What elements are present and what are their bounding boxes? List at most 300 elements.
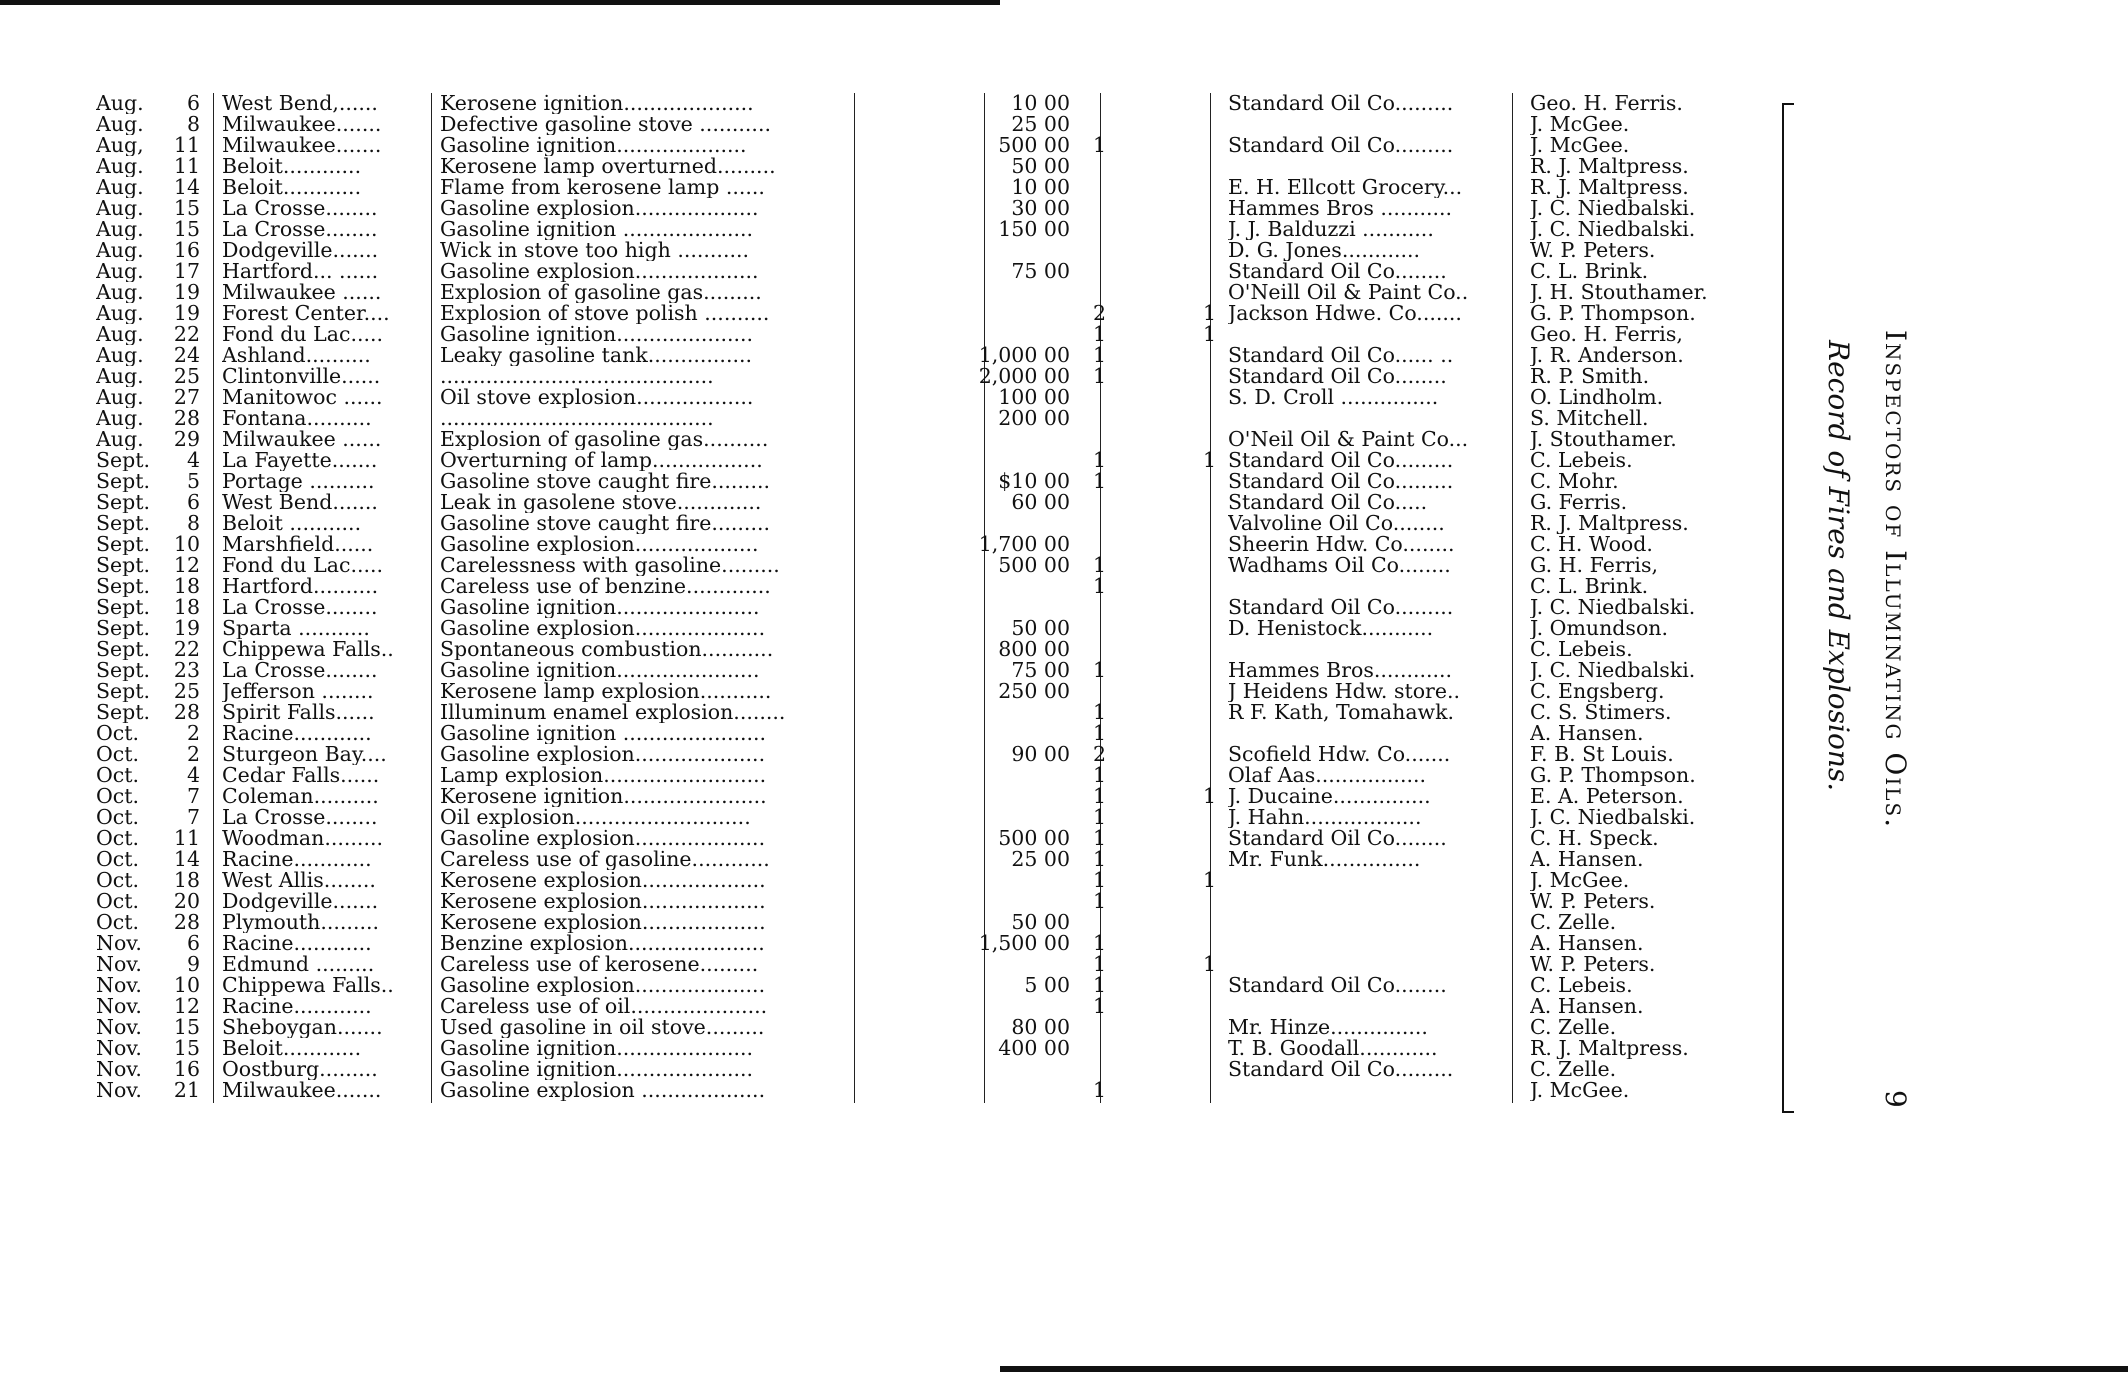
date-day: 10 xyxy=(173,534,200,555)
cause-cell: Explosion of stove polish .......... xyxy=(440,303,770,324)
date-day: 20 xyxy=(173,891,200,912)
date-month: Sept. xyxy=(96,576,151,597)
column-rule xyxy=(213,93,214,1103)
count-cell: 1 xyxy=(1092,975,1106,996)
place-cell: Jefferson ........ xyxy=(222,681,374,702)
date-month: Aug. xyxy=(96,282,144,303)
place-cell: Oostburg......... xyxy=(222,1059,378,1080)
cause-cell: Oil explosion........................... xyxy=(440,807,751,828)
date-month: Sept. xyxy=(96,660,151,681)
date-month: Aug. xyxy=(96,114,144,135)
date-month: Aug. xyxy=(96,156,144,177)
place-cell: Spirit Falls...... xyxy=(222,702,375,723)
date-month: Sept. xyxy=(96,618,151,639)
count-cell: 1 xyxy=(1092,702,1106,723)
inspector-cell: J. C. Niedbalski. xyxy=(1530,219,1696,240)
place-cell: Racine............ xyxy=(222,996,372,1017)
count-cell: 1 xyxy=(1092,555,1106,576)
date-month: Oct. xyxy=(96,891,140,912)
date-day: 23 xyxy=(173,660,200,681)
count-cell: 2 xyxy=(1092,744,1106,765)
count-cell: 1 xyxy=(1092,765,1106,786)
inspector-cell: C. S. Stimers. xyxy=(1530,702,1672,723)
loss-cell: 500 00 xyxy=(998,828,1070,849)
cause-cell: Gasoline ignition...................... xyxy=(440,597,760,618)
sold-by-cell: Mr. Hinze............... xyxy=(1228,1017,1428,1038)
date-day: 5 xyxy=(186,471,200,492)
date-month: Oct. xyxy=(96,912,140,933)
loss-cell: 50 00 xyxy=(1011,156,1070,177)
date-day: 14 xyxy=(173,849,200,870)
loss-cell: 90 00 xyxy=(1011,744,1070,765)
place-cell: Cedar Falls...... xyxy=(222,765,380,786)
place-cell: Racine............ xyxy=(222,723,372,744)
date-month: Sept. xyxy=(96,450,151,471)
section-title: Record of Fires and Explosions. xyxy=(1822,340,1855,792)
date-day: 8 xyxy=(186,114,200,135)
inspector-cell: Geo. H. Ferris. xyxy=(1530,93,1683,114)
date-month: Nov. xyxy=(96,1059,142,1080)
sold-by-cell: J Heidens Hdw. store.. xyxy=(1228,681,1461,702)
inspector-cell: O. Lindholm. xyxy=(1530,387,1664,408)
inspector-cell: C. H. Wood. xyxy=(1530,534,1653,555)
place-cell: La Crosse........ xyxy=(222,660,378,681)
place-cell: Milwaukee ...... xyxy=(222,429,382,450)
inspector-cell: W. P. Peters. xyxy=(1530,954,1656,975)
date-day: 14 xyxy=(173,177,200,198)
cause-cell: Gasoline explosion................... xyxy=(440,534,759,555)
date-month: Oct. xyxy=(96,828,140,849)
inspector-cell: C. Zelle. xyxy=(1530,1059,1617,1080)
count-cell: 1 xyxy=(1092,723,1106,744)
date-month: Nov. xyxy=(96,996,142,1017)
count-cell: 1 xyxy=(1092,576,1106,597)
inspector-cell: C. Lebeis. xyxy=(1530,975,1633,996)
inspector-cell: J. Stouthamer. xyxy=(1530,429,1677,450)
loss-cell: 1,700 00 xyxy=(978,534,1070,555)
cause-cell: Gasoline ignition ...................... xyxy=(440,723,767,744)
place-cell: Marshfield...... xyxy=(222,534,374,555)
count-cell: 1 xyxy=(1092,471,1106,492)
sold-by-cell: Standard Oil Co........ xyxy=(1228,975,1447,996)
place-cell: Beloit ........... xyxy=(222,513,362,534)
date-day: 15 xyxy=(173,1017,200,1038)
place-cell: West Bend,...... xyxy=(222,93,378,114)
date-month: Aug. xyxy=(96,261,144,282)
sold-by-cell: Standard Oil Co......... xyxy=(1228,93,1454,114)
count-cell: 1 xyxy=(1092,366,1106,387)
inspector-cell: J. McGee. xyxy=(1530,135,1630,156)
sold-by-cell: D. Henistock........... xyxy=(1228,618,1434,639)
date-month: Nov. xyxy=(96,933,142,954)
place-cell: Milwaukee....... xyxy=(222,1080,382,1101)
place-cell: Chippewa Falls.. xyxy=(222,975,394,996)
count-cell: 1 xyxy=(1202,870,1216,891)
column-rule xyxy=(1210,93,1211,1103)
loss-cell: 150 00 xyxy=(998,219,1070,240)
count-cell: 1 xyxy=(1092,1080,1106,1101)
sold-by-cell: R F. Kath, Tomahawk. xyxy=(1228,702,1455,723)
cause-cell: Gasoline explosion................... xyxy=(440,261,759,282)
place-cell: Dodgeville....... xyxy=(222,240,379,261)
date-month: Aug. xyxy=(96,366,144,387)
sold-by-cell: Standard Oil Co......... xyxy=(1228,471,1454,492)
loss-cell: 30 00 xyxy=(1011,198,1070,219)
place-cell: Milwaukee ...... xyxy=(222,282,382,303)
cause-cell: Careless use of gasoline............ xyxy=(440,849,770,870)
count-cell: 1 xyxy=(1092,135,1106,156)
date-month: Oct. xyxy=(96,723,140,744)
sold-by-cell: Standard Oil Co........ xyxy=(1228,261,1447,282)
date-month: Aug. xyxy=(96,219,144,240)
inspector-cell: R. J. Maltpress. xyxy=(1530,1038,1689,1059)
count-cell: 1 xyxy=(1202,450,1216,471)
date-day: 27 xyxy=(173,387,200,408)
count-cell: 1 xyxy=(1202,324,1216,345)
inspector-cell: C. Zelle. xyxy=(1530,912,1617,933)
inspector-cell: R. J. Maltpress. xyxy=(1530,513,1689,534)
sold-by-cell: O'Neill Oil & Paint Co.. xyxy=(1228,282,1469,303)
date-month: Sept. xyxy=(96,513,151,534)
date-month: Aug. xyxy=(96,93,144,114)
count-cell: 1 xyxy=(1092,324,1106,345)
sold-by-cell: Standard Oil Co........ xyxy=(1228,828,1447,849)
loss-cell: 800 00 xyxy=(998,639,1070,660)
side-bracket xyxy=(1782,103,1784,1113)
place-cell: Fontana.......... xyxy=(222,408,372,429)
cause-cell: Leaky gasoline tank................ xyxy=(440,345,753,366)
cause-cell: Kerosene explosion................... xyxy=(440,891,766,912)
count-cell: 1 xyxy=(1092,870,1106,891)
date-month: Aug. xyxy=(96,429,144,450)
sold-by-cell: D. G. Jones............ xyxy=(1228,240,1421,261)
inspector-cell: C. H. Speck. xyxy=(1530,828,1659,849)
cause-cell: Kerosene explosion................... xyxy=(440,870,766,891)
place-cell: Sheboygan....... xyxy=(222,1017,383,1038)
date-day: 28 xyxy=(173,912,200,933)
cause-cell: .......................................... xyxy=(440,366,714,387)
date-month: Sept. xyxy=(96,471,151,492)
date-day: 2 xyxy=(186,723,200,744)
inspector-cell: G. H. Ferris, xyxy=(1530,555,1659,576)
date-month: Nov. xyxy=(96,975,142,996)
cause-cell: .......................................... xyxy=(440,408,714,429)
cause-cell: Explosion of gasoline gas......... xyxy=(440,282,762,303)
sold-by-cell: Wadhams Oil Co........ xyxy=(1228,555,1451,576)
date-month: Sept. xyxy=(96,534,151,555)
place-cell: Clintonville...... xyxy=(222,366,381,387)
inspector-cell: S. Mitchell. xyxy=(1530,408,1649,429)
running-head: Inspectors of Illuminating Oils. xyxy=(1879,330,1912,830)
inspector-cell: W. P. Peters. xyxy=(1530,240,1656,261)
loss-cell: 60 00 xyxy=(1011,492,1070,513)
cause-cell: Gasoline ignition..................... xyxy=(440,1059,754,1080)
date-month: Sept. xyxy=(96,639,151,660)
cause-cell: Gasoline explosion.................... xyxy=(440,744,766,765)
date-day: 11 xyxy=(173,156,200,177)
date-day: 18 xyxy=(173,870,200,891)
cause-cell: Used gasoline in oil stove......... xyxy=(440,1017,765,1038)
date-month: Oct. xyxy=(96,807,140,828)
date-month: Sept. xyxy=(96,555,151,576)
place-cell: Manitowoc ...... xyxy=(222,387,383,408)
inspector-cell: A. Hansen. xyxy=(1530,933,1644,954)
count-cell: 1 xyxy=(1092,660,1106,681)
inspector-cell: J. C. Niedbalski. xyxy=(1530,198,1696,219)
date-month: Aug. xyxy=(96,303,144,324)
place-cell: Portage .......... xyxy=(222,471,375,492)
place-cell: La Crosse........ xyxy=(222,219,378,240)
inspector-cell: R. P. Smith. xyxy=(1530,366,1650,387)
cause-cell: Kerosene lamp explosion........... xyxy=(440,681,772,702)
date-month: Aug. xyxy=(96,324,144,345)
inspector-cell: J. C. Niedbalski. xyxy=(1530,597,1696,618)
cause-cell: Defective gasoline stove ........... xyxy=(440,114,771,135)
cause-cell: Illuminum enamel explosion........ xyxy=(440,702,786,723)
loss-cell: 5 00 xyxy=(1024,975,1070,996)
date-day: 7 xyxy=(186,807,200,828)
date-month: Nov. xyxy=(96,954,142,975)
date-day: 12 xyxy=(173,996,200,1017)
loss-cell: 500 00 xyxy=(998,555,1070,576)
date-month: Aug. xyxy=(96,345,144,366)
count-cell: 1 xyxy=(1202,786,1216,807)
cause-cell: Benzine explosion..................... xyxy=(440,933,765,954)
loss-cell: 25 00 xyxy=(1011,849,1070,870)
date-month: Oct. xyxy=(96,849,140,870)
sold-by-cell: Standard Oil Co......... xyxy=(1228,597,1454,618)
loss-cell: 75 00 xyxy=(1011,660,1070,681)
place-cell: Beloit............ xyxy=(222,156,362,177)
inspector-cell: J. Omundson. xyxy=(1530,618,1669,639)
sold-by-cell: J. Hahn.................. xyxy=(1228,807,1422,828)
cause-cell: Gasoline explosion................... xyxy=(440,198,759,219)
date-month: Nov. xyxy=(96,1080,142,1101)
count-cell: 1 xyxy=(1202,303,1216,324)
count-cell: 1 xyxy=(1092,345,1106,366)
date-day: 8 xyxy=(186,513,200,534)
cause-cell: Spontaneous combustion........... xyxy=(440,639,774,660)
cause-cell: Flame from kerosene lamp ...... xyxy=(440,177,765,198)
inspector-cell: E. A. Peterson. xyxy=(1530,786,1684,807)
loss-cell: 200 00 xyxy=(998,408,1070,429)
count-cell: 2 xyxy=(1092,303,1106,324)
date-day: 12 xyxy=(173,555,200,576)
cause-cell: Gasoline ignition..................... xyxy=(440,1038,754,1059)
date-day: 10 xyxy=(173,975,200,996)
inspector-cell: W. P. Peters. xyxy=(1530,891,1656,912)
inspector-cell: J. McGee. xyxy=(1530,870,1630,891)
inspector-cell: J. C. Niedbalski. xyxy=(1530,807,1696,828)
date-day: 4 xyxy=(186,450,200,471)
date-day: 2 xyxy=(186,744,200,765)
inspector-cell: J. R. Anderson. xyxy=(1530,345,1684,366)
date-month: Sept. xyxy=(96,492,151,513)
inspector-cell: C. Zelle. xyxy=(1530,1017,1617,1038)
date-day: 21 xyxy=(173,1080,200,1101)
inspector-cell: C. L. Brink. xyxy=(1530,261,1649,282)
date-day: 19 xyxy=(173,282,200,303)
sold-by-cell: Hammes Bros ........... xyxy=(1228,198,1453,219)
inspector-cell: G. Ferris. xyxy=(1530,492,1628,513)
loss-cell: 1,500 00 xyxy=(978,933,1070,954)
date-month: Aug. xyxy=(96,177,144,198)
place-cell: La Crosse........ xyxy=(222,198,378,219)
sold-by-cell: Jackson Hdwe. Co....... xyxy=(1228,303,1462,324)
loss-cell: 80 00 xyxy=(1011,1017,1070,1038)
date-day: 6 xyxy=(186,492,200,513)
place-cell: Ashland.......... xyxy=(222,345,371,366)
place-cell: West Bend....... xyxy=(222,492,378,513)
inspector-cell: Geo. H. Ferris, xyxy=(1530,324,1683,345)
inspector-cell: G. P. Thompson. xyxy=(1530,765,1696,786)
date-day: 15 xyxy=(173,1038,200,1059)
cause-cell: Gasoline stove caught fire......... xyxy=(440,513,770,534)
date-day: 15 xyxy=(173,219,200,240)
loss-cell: 500 00 xyxy=(998,135,1070,156)
date-month: Oct. xyxy=(96,744,140,765)
sold-by-cell: Sheerin Hdw. Co........ xyxy=(1228,534,1455,555)
sold-by-cell: Scofield Hdw. Co....... xyxy=(1228,744,1451,765)
inspector-cell: J. McGee. xyxy=(1530,1080,1630,1101)
place-cell: Plymouth......... xyxy=(222,912,380,933)
inspector-cell: R. J. Maltpress. xyxy=(1530,177,1689,198)
place-cell: Milwaukee....... xyxy=(222,135,382,156)
inspector-cell: C. L. Brink. xyxy=(1530,576,1649,597)
date-month: Aug. xyxy=(96,387,144,408)
date-day: 18 xyxy=(173,597,200,618)
loss-cell: 25 00 xyxy=(1011,114,1070,135)
date-month: Aug. xyxy=(96,240,144,261)
cause-cell: Gasoline explosion.................... xyxy=(440,618,766,639)
count-cell: 1 xyxy=(1092,828,1106,849)
place-cell: Milwaukee....... xyxy=(222,114,382,135)
sold-by-cell: T. B. Goodall............ xyxy=(1228,1038,1438,1059)
cause-cell: Gasoline explosion.................... xyxy=(440,828,766,849)
date-month: Nov. xyxy=(96,1017,142,1038)
sold-by-cell: J. Ducaine............... xyxy=(1228,786,1431,807)
cause-cell: Carelessness with gasoline......... xyxy=(440,555,780,576)
date-day: 11 xyxy=(173,135,200,156)
cause-cell: Careless use of kerosene......... xyxy=(440,954,759,975)
loss-cell: 50 00 xyxy=(1011,912,1070,933)
date-month: Sept. xyxy=(96,702,151,723)
date-day: 7 xyxy=(186,786,200,807)
sold-by-cell: Standard Oil Co..... xyxy=(1228,492,1428,513)
loss-cell: 250 00 xyxy=(998,681,1070,702)
place-cell: Coleman.......... xyxy=(222,786,379,807)
date-month: Oct. xyxy=(96,870,140,891)
date-month: Sept. xyxy=(96,681,151,702)
cause-cell: Kerosene ignition.................... xyxy=(440,93,754,114)
sold-by-cell: Hammes Bros............ xyxy=(1228,660,1453,681)
loss-cell: 2,000 00 xyxy=(978,366,1070,387)
place-cell: Edmund ......... xyxy=(222,954,375,975)
inspector-cell: A. Hansen. xyxy=(1530,723,1644,744)
date-month: Aug. xyxy=(96,408,144,429)
date-day: 22 xyxy=(173,324,200,345)
date-day: 16 xyxy=(173,240,200,261)
date-month: Oct. xyxy=(96,765,140,786)
loss-cell: 100 00 xyxy=(998,387,1070,408)
date-day: 4 xyxy=(186,765,200,786)
sold-by-cell: Mr. Funk............... xyxy=(1228,849,1421,870)
inspector-cell: C. Mohr. xyxy=(1530,471,1619,492)
count-cell: 1 xyxy=(1202,954,1216,975)
count-cell: 1 xyxy=(1092,954,1106,975)
date-month: Sept. xyxy=(96,597,151,618)
count-cell: 1 xyxy=(1092,996,1106,1017)
date-day: 19 xyxy=(173,303,200,324)
cause-cell: Lamp explosion......................... xyxy=(440,765,767,786)
sold-by-cell: J. J. Balduzzi ........... xyxy=(1228,219,1434,240)
sold-by-cell: Standard Oil Co........ xyxy=(1228,366,1447,387)
sold-by-cell: Standard Oil Co......... xyxy=(1228,135,1454,156)
top-rule xyxy=(0,0,1000,5)
place-cell: Fond du Lac..... xyxy=(222,555,384,576)
sold-by-cell: Olaf Aas................. xyxy=(1228,765,1427,786)
place-cell: Dodgeville....... xyxy=(222,891,379,912)
date-day: 18 xyxy=(173,576,200,597)
date-day: 29 xyxy=(173,429,200,450)
cause-cell: Careless use of oil..................... xyxy=(440,996,768,1017)
cause-cell: Wick in stove too high ........... xyxy=(440,240,750,261)
sold-by-cell: O'Neil Oil & Paint Co... xyxy=(1228,429,1469,450)
cause-cell: Gasoline ignition...................... xyxy=(440,660,760,681)
place-cell: Fond du Lac..... xyxy=(222,324,384,345)
loss-cell: 10 00 xyxy=(1011,177,1070,198)
date-month: Oct. xyxy=(96,786,140,807)
date-day: 25 xyxy=(173,681,200,702)
date-day: 25 xyxy=(173,366,200,387)
date-month: Nov. xyxy=(96,1038,142,1059)
date-day: 11 xyxy=(173,828,200,849)
date-day: 24 xyxy=(173,345,200,366)
date-day: 9 xyxy=(186,954,200,975)
place-cell: Racine............ xyxy=(222,849,372,870)
page-number: 9 xyxy=(1879,1090,1912,1108)
cause-cell: Leak in gasolene stove............. xyxy=(440,492,762,513)
inspector-cell: A. Hansen. xyxy=(1530,996,1644,1017)
place-cell: Beloit............ xyxy=(222,177,362,198)
date-day: 6 xyxy=(186,93,200,114)
place-cell: Hartford.......... xyxy=(222,576,379,597)
place-cell: Forest Center.... xyxy=(222,303,390,324)
cause-cell: Kerosene explosion................... xyxy=(440,912,766,933)
place-cell: La Fayette....... xyxy=(222,450,378,471)
inspector-cell: C. Engsberg. xyxy=(1530,681,1665,702)
cause-cell: Gasoline ignition.................... xyxy=(440,135,747,156)
loss-cell: 50 00 xyxy=(1011,618,1070,639)
place-cell: Hartford... ...... xyxy=(222,261,379,282)
place-cell: Beloit............ xyxy=(222,1038,362,1059)
cause-cell: Gasoline ignition..................... xyxy=(440,324,754,345)
loss-cell: 400 00 xyxy=(998,1038,1070,1059)
place-cell: Sturgeon Bay.... xyxy=(222,744,387,765)
date-day: 15 xyxy=(173,198,200,219)
place-cell: Chippewa Falls.. xyxy=(222,639,394,660)
date-day: 17 xyxy=(173,261,200,282)
cause-cell: Explosion of gasoline gas.......... xyxy=(440,429,769,450)
inspector-cell: J. H. Stouthamer. xyxy=(1530,282,1708,303)
place-cell: Racine............ xyxy=(222,933,372,954)
place-cell: West Allis........ xyxy=(222,870,376,891)
date-month: Aug, xyxy=(96,135,144,156)
sold-by-cell: Standard Oil Co......... xyxy=(1228,450,1454,471)
date-day: 28 xyxy=(173,702,200,723)
inspector-cell: G. P. Thompson. xyxy=(1530,303,1696,324)
cause-cell: Gasoline stove caught fire......... xyxy=(440,471,770,492)
